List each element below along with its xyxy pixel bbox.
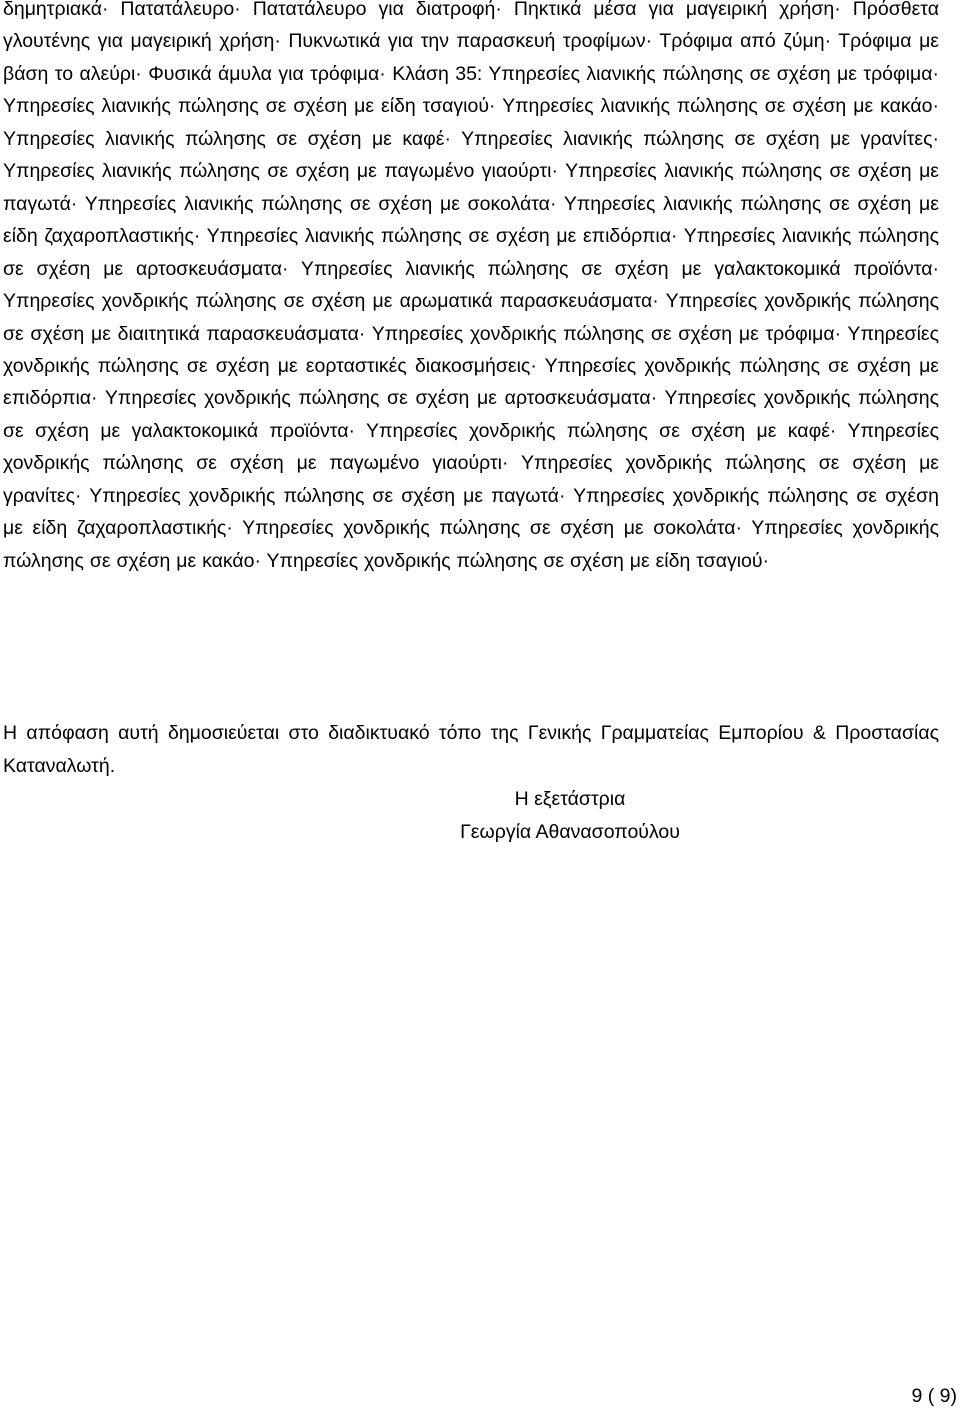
publication-note: Η απόφαση αυτή δημοσιεύεται στο διαδικτυακό τόπο της Γενικής Γραμματείας Εμπορίου & Προστασίας Καταναλωτή.: [3, 722, 939, 777]
signature-role: Η εξετάστρια: [514, 788, 626, 810]
goods-services-list: δημητριακά· Πατατάλευρο· Πατατάλευρο για διατροφή· Πηκτικά μέσα για μαγειρική χρήση· Πρόσθετα γλουτένης για μαγειρική χρήση· Πυκνωτικά για την παρασκευή τροφίμων· Τρόφιμα από ζύμη· Τρόφιμα με βάση το αλεύρι· Φυσικά άμυλα για τρόφιμα· Κλάση 35: Υπηρεσίες λιανικής πώλησης σε σχέση με τρόφιμα· Υπηρεσίες λιανικής πώλησης σε σχέση με είδη τσαγιού· Υπηρεσίες λιανικής πώλησης σε σχέση με κακάο· Υπηρεσίες λιανικής πώλησης σε σχέση με καφέ· Υπηρεσίες λιανικής πώλησης σε σχέση με γρανίτες· Υπηρεσίες λιανικής πώλησης σε σχέση με παγωμένο γιαούρτι· Υπηρεσίες λιανικής πώλησης σε σχέση με παγωτά· Υπηρεσίες λιανικής πώλησης σε σχέση με σοκολάτα· Υπηρεσίες λιανικής πώλησης σε σχέση με είδη ζαχαροπλαστικής· Υπηρεσίες λιανικής πώλησης σε σχέση με επιδόρπια· Υπηρεσίες λιανικής πώλησης σε σχέση με αρτοσκευάσματα· Υπηρεσίες λιανικής πώλησης σε σχέση με γαλακτοκομικά προϊόντα· Υπηρεσίες χονδρικής πώλησης σε σχέση με αρωματικά παρασκευάσματα· Υπηρεσίες χονδρικής πώλησης σε σχέση με διαιτητικά παρασκευάσματα· Υπηρεσίες χονδρικής πώλησης σε σχέση με τρόφιμα· Υπηρεσίες χονδρικής πώλησης σε σχέση με εορταστικές διακοσμήσεις· Υπηρεσίες χονδρικής πώλησης σε σχέση με επιδόρπια· Υπηρεσίες χονδρικής πώλησης σε σχέση με αρτοσκευάσματα· Υπηρεσίες χονδρικής πώλησης σε σχέση με γαλακτοκομικά προϊόντα· Υπηρεσίες χονδρικής πώλησης σε σχέση με καφέ· Υπηρεσίες χονδρικής πώλησης σε σχέση με παγωμένο γιαούρτι· Υπηρεσίες χονδρικής πώλησης σε σχέση με γρανίτες· Υπηρεσίες χονδρικής πώλησης σε σχέση με παγωτά· Υπηρεσίες χονδρικής πώλησης σε σχέση με είδη ζαχαροπλαστικής· Υπηρεσίες χονδρικής πώλησης σε σχέση με σοκολάτα· Υπηρεσίες χονδρικής πώλησης σε σχέση με κακάο· Υπηρεσίες χονδρικής πώλησης σε σχέση με είδη τσαγιού·: [3, 0, 939, 572]
page-number: 9 ( 9): [911, 1385, 957, 1407]
signature-block: [420, 783, 720, 848]
signature-name: Γεωργία Αθανασοπούλου: [460, 820, 680, 843]
